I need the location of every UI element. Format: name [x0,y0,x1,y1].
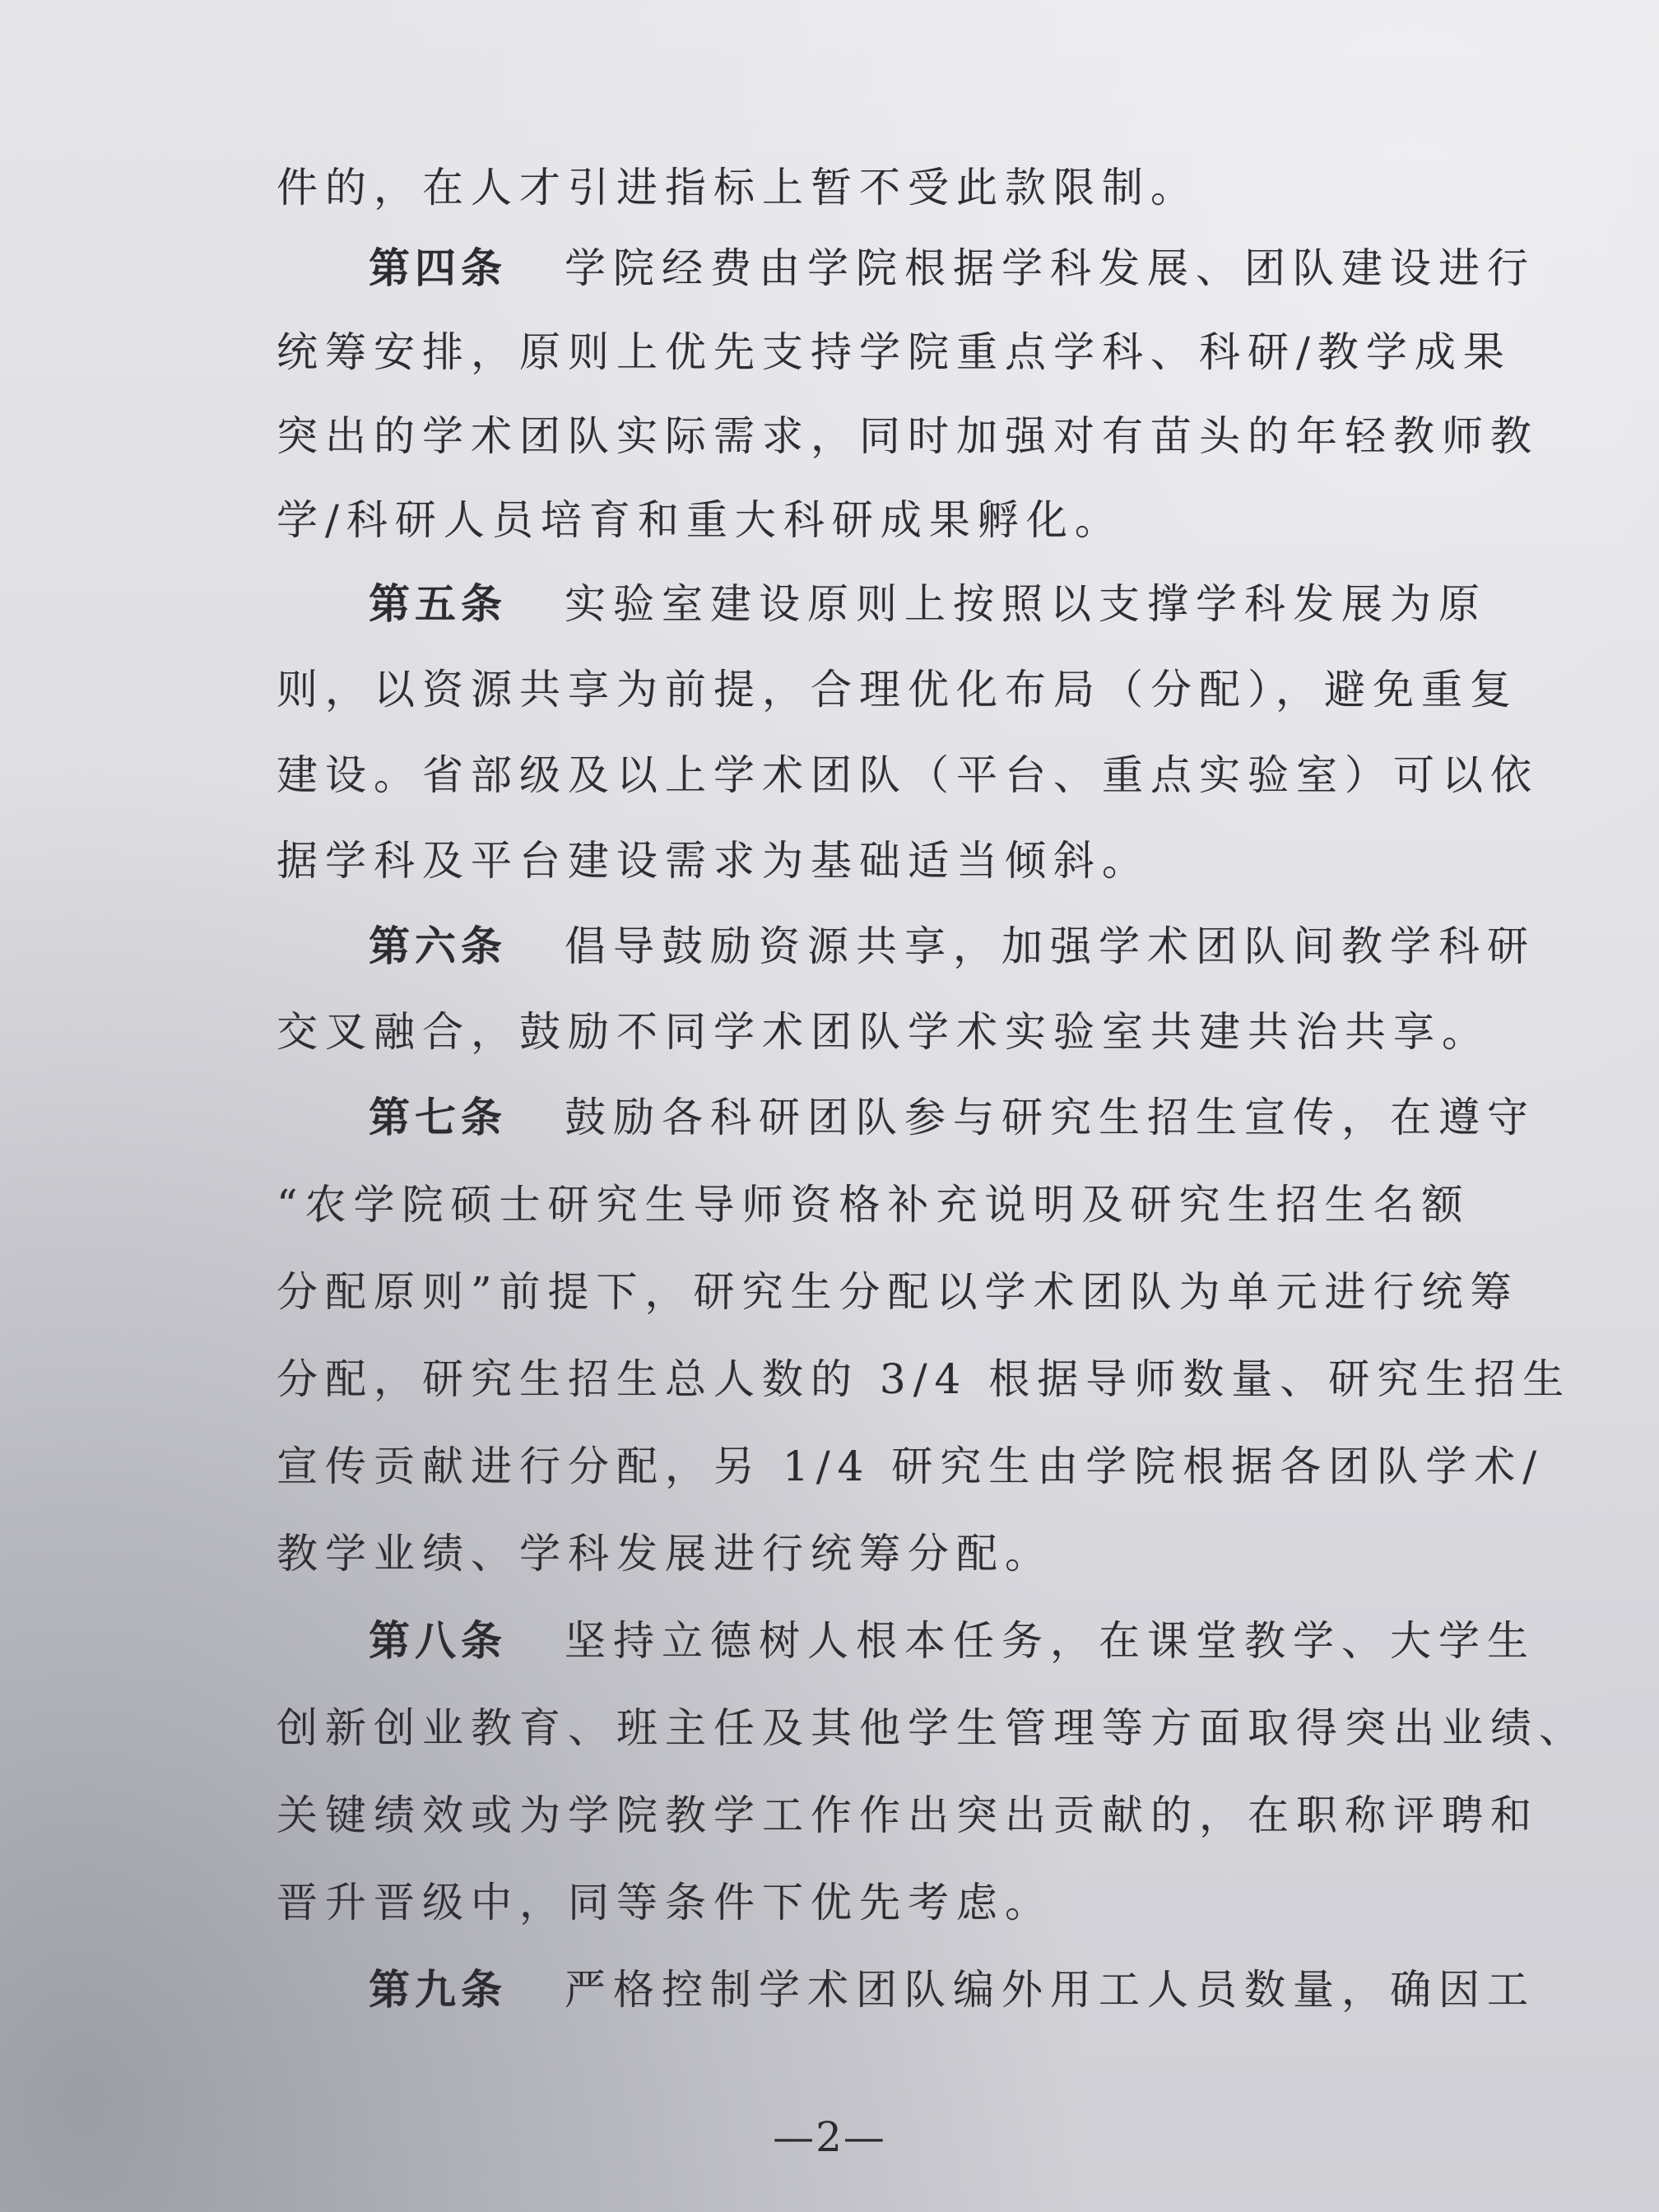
article-4-line: 突出的学术团队实际需求，同时加强对有苗头的年轻教师教 [276,412,1539,460]
article-4-first-line [369,235,1536,301]
article-5-text: 实验室建设原则上按照以支撑学科发展为原 [565,580,1487,628]
article-5-line: 建设。省部级及以上学术团队（平台、重点实验室）可以依 [276,751,1539,799]
article-7-line: 分配原则”前提下，研究生分配以学术团队为单元进行统筹 [276,1268,1519,1316]
article-7-line: 宣传贡献进行分配，另 1/4 研究生由学院根据各团队学术/ [276,1443,1545,1490]
article-4-line: 统筹安排，原则上优先支持学院重点学科、科研/教学成果 [276,328,1512,376]
article-8-line: 晋升晋级中，同等条件下优先考虑。 [276,1879,1053,1926]
article-4-text: 学院经费由学院根据学科发展、团队建设进行 [565,244,1536,292]
article-7-line: “农学院硕士研究生导师资格补充说明及研究生招生名额 [276,1181,1471,1229]
article-8-heading: 第八条 [369,1616,507,1665]
article-7-line: 教学业绩、学科发展进行统筹分配。 [276,1530,1053,1578]
article-7-text: 鼓励各科研团队参与研究生招生宣传，在遵守 [565,1094,1536,1141]
article-4-heading: 第四条 [369,244,507,292]
article-5-line: 据学科及平台建设需求为基础适当倾斜。 [276,837,1150,885]
article-6-first-line [369,913,1536,979]
article-8-first-line [369,1608,1536,1674]
article-5-line: 则，以资源共享为前提，合理优化布局（分配），避免重复 [276,666,1518,713]
article-9-first-line [369,1957,1536,2023]
article-9-text: 严格控制学术团队编外用工人员数量，确因工 [565,1966,1536,2014]
article-6-heading: 第六条 [369,922,507,970]
article-9-heading: 第九条 [369,1965,507,2014]
article-5-heading: 第五条 [369,579,507,628]
article-8-line: 关键绩效或为学院教学工作作出突出贡献的，在职称评聘和 [276,1791,1539,1839]
article-7-line: 分配，研究生招生总人数的 3/4 根据导师数量、研究生招生 [276,1355,1572,1403]
article-5-first-line [369,571,1487,637]
continuation-line: 件的，在人才引进指标上暂不受此款限制。 [276,164,1199,211]
article-8-line: 创新创业教育、班主任及其他学生管理等方面取得突出业绩、 [276,1704,1587,1752]
article-6-line: 交叉融合，鼓励不同学术团队学术实验室共建共治共享。 [276,1008,1490,1056]
article-8-text: 坚持立德树人根本任务，在课堂教学、大学生 [565,1617,1536,1665]
article-6-text: 倡导鼓励资源共享，加强学术团队间教学科研 [565,922,1536,970]
article-7-heading: 第七条 [369,1093,507,1141]
article-4-line: 学/科研人员培育和重大科研成果孵化。 [276,496,1123,544]
article-7-first-line [369,1085,1536,1150]
page-number: —2— [773,2113,886,2161]
